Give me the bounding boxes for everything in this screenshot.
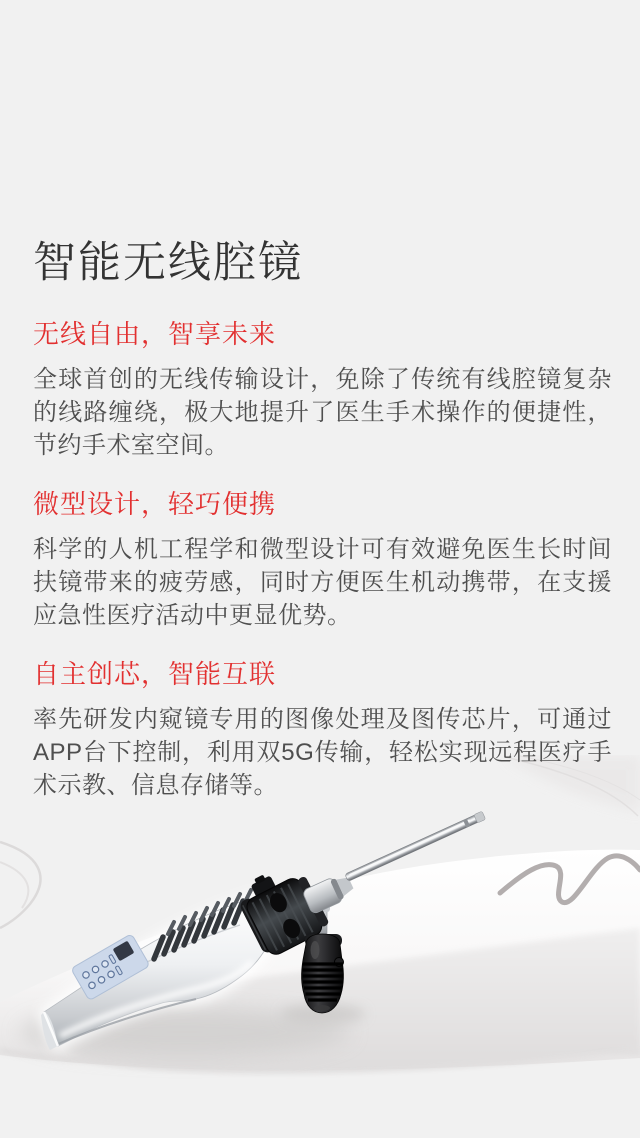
section-heading: 无线自由，智享未来: [33, 319, 277, 350]
section-smart-chip: [33, 660, 612, 802]
section-heading: 微型设计，轻巧便携: [33, 489, 277, 520]
section-body: 科学的人机工程学和微型设计可有效避免医生长时间扶镜带来的疲劳感，同时方便医生机动携带，在支援应急性医疗活动中更显优势。: [33, 536, 612, 630]
section-body: 全球首创的无线传输设计，免除了传统有线腔镜复杂的线路缠绕，极大地提升了医生手术操作的便捷性，节约手术室空间。: [33, 366, 612, 460]
light-cable-connector: [302, 934, 344, 1013]
page-title: 智能无线腔镜: [33, 239, 303, 287]
section-compact-design: [33, 490, 612, 632]
section-heading: 自主创芯，智能互联: [33, 659, 277, 690]
section-body: 率先研发内窥镜专用的图像处理及图传芯片，可通过APP台下控制，利用双5G传输，轻松实现远程医疗手术示教、信息存储等。: [33, 706, 612, 800]
section-wireless-freedom: [33, 320, 612, 462]
text-content: [33, 240, 612, 830]
